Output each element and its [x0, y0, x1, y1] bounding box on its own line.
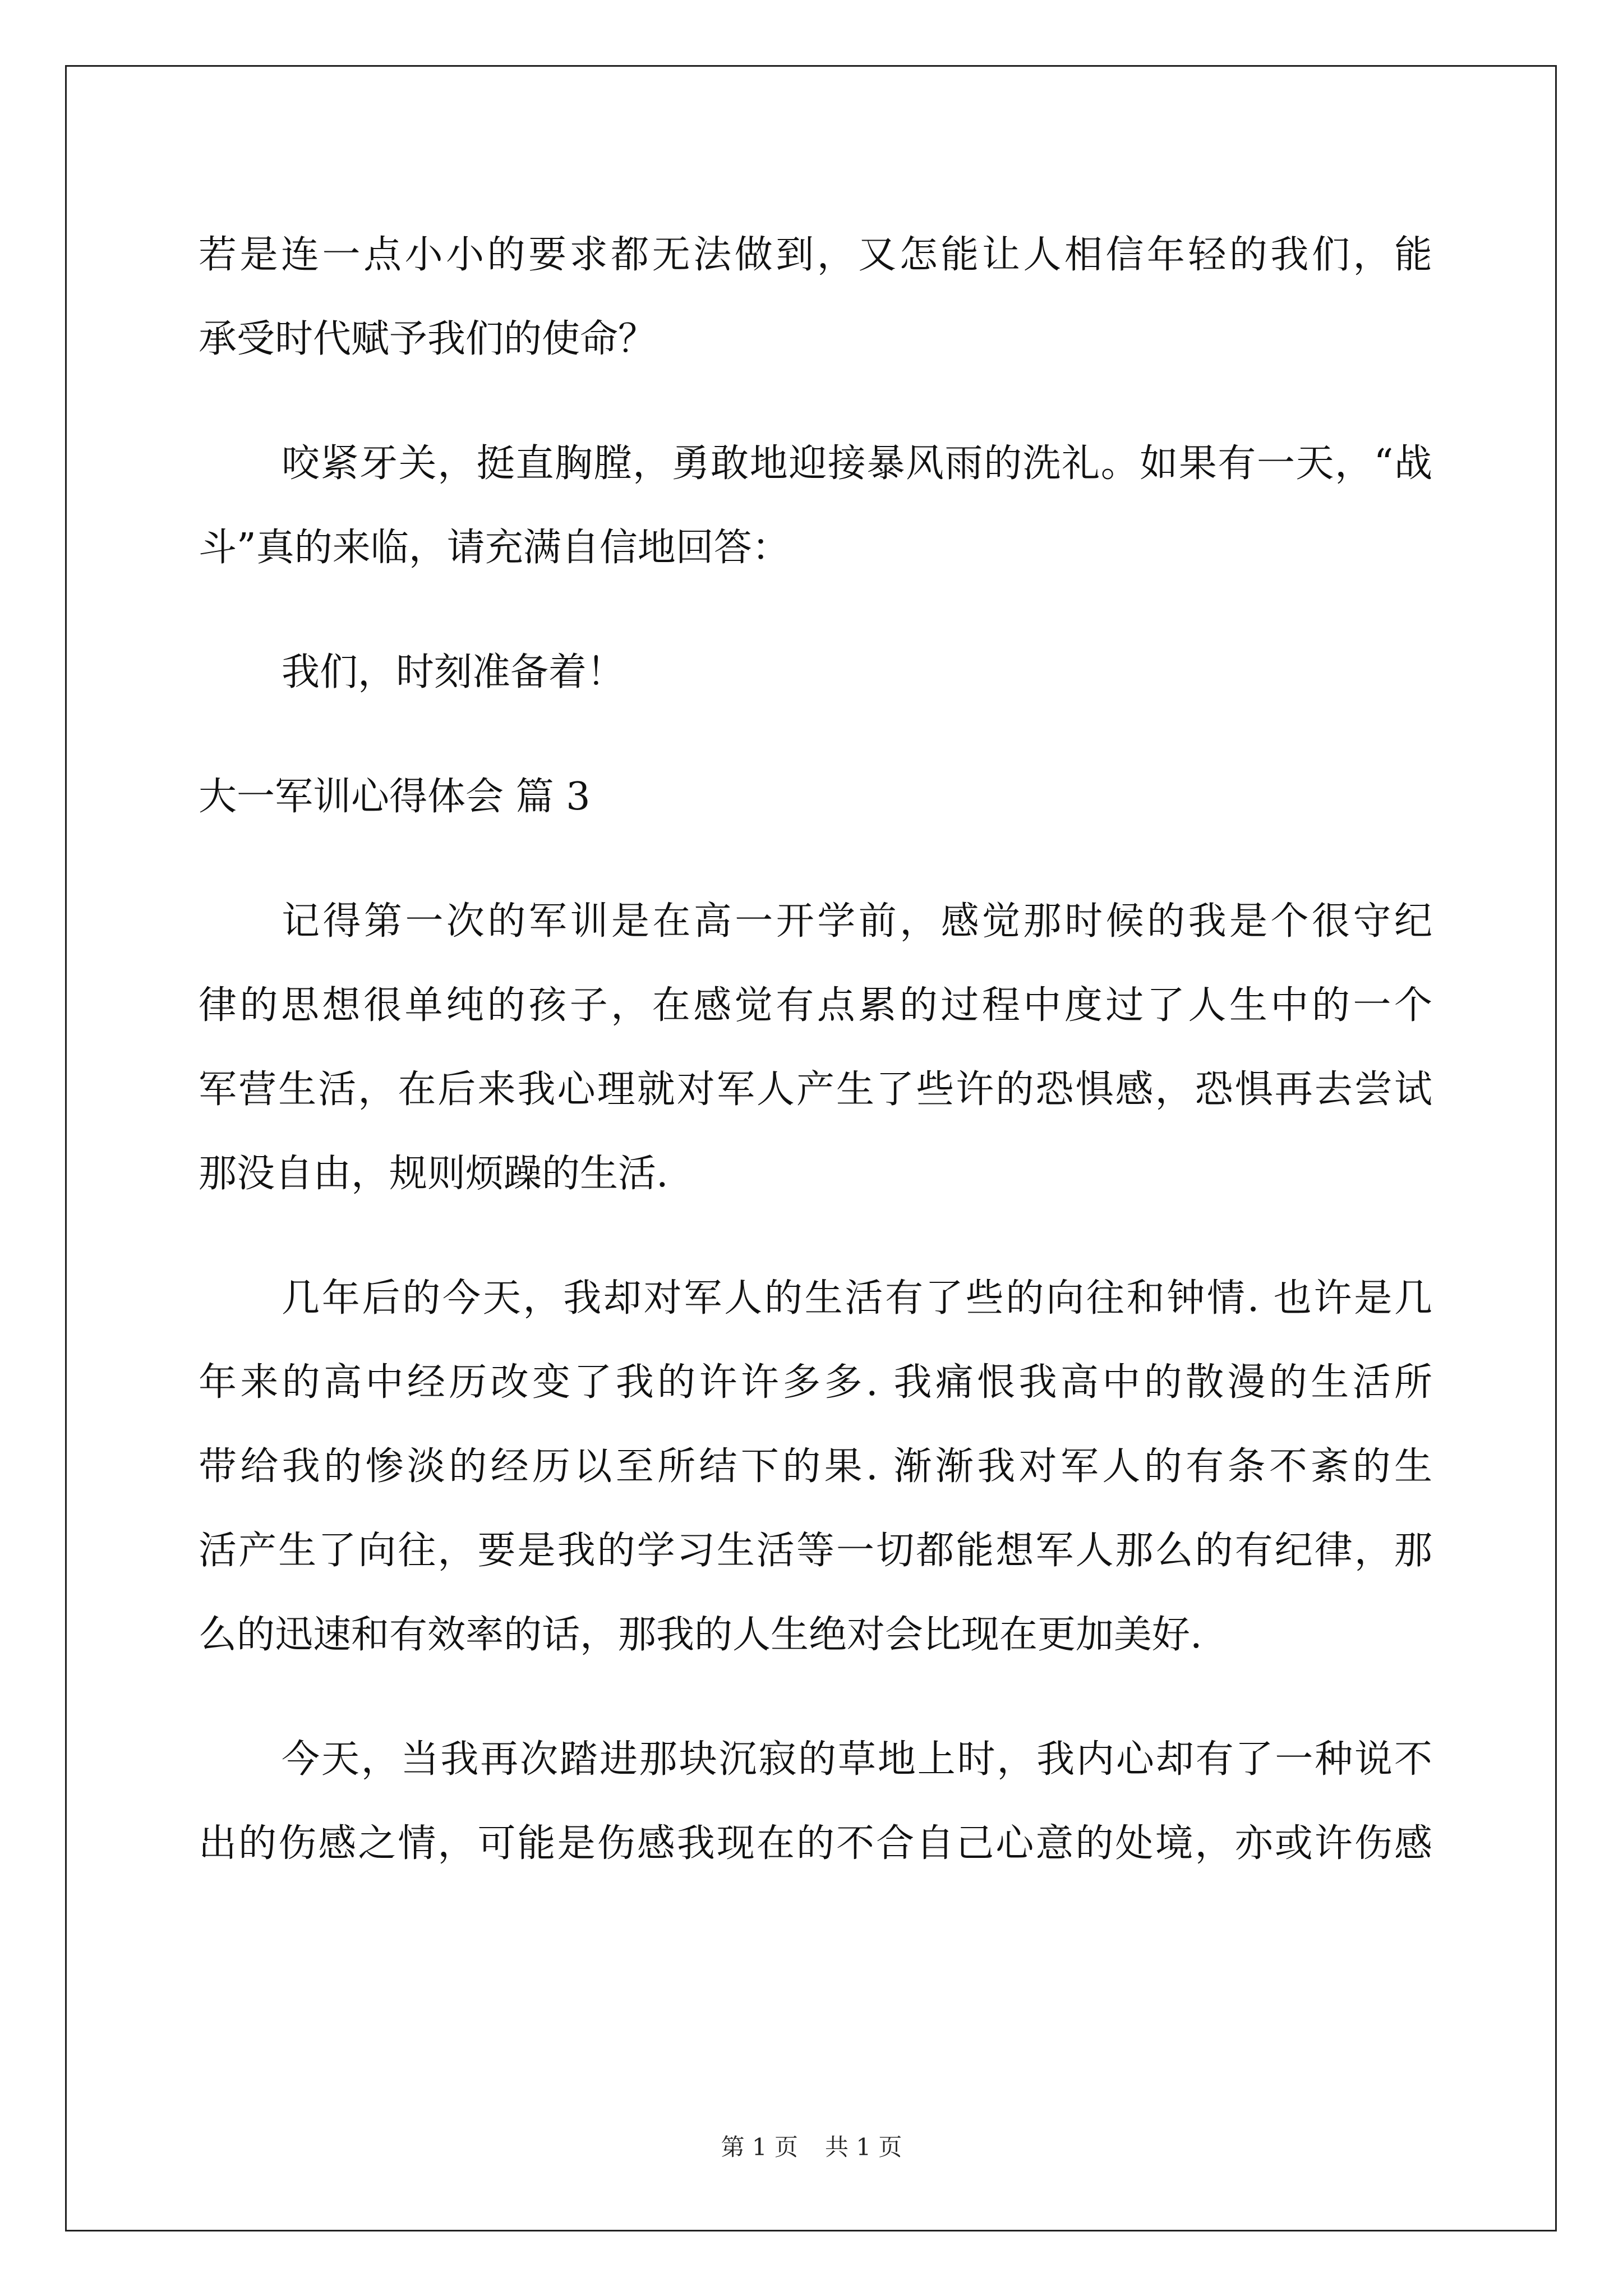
paragraph-line: 么的迅速和有效率的话，那我的人生绝对会比现在更加美好.	[199, 1613, 1202, 1657]
paragraph-line: 那没自由，规则烦躁的生活.	[199, 1152, 668, 1196]
paragraph-line: 斗”真的来临，请充满自信地回答：	[199, 526, 790, 570]
document-body	[199, 213, 1432, 1886]
paragraph-line: 军营生活，在后来我心理就对军人产生了些许的恐惧感，恐惧再去尝试	[199, 1068, 1432, 1112]
paragraph-line: 我们，时刻准备着！	[282, 650, 625, 694]
paragraph-line: 律的思想很单纯的孩子，在感觉有点累的过程中度过了人生中的一个	[199, 983, 1432, 1028]
paragraph-line: 咬紧牙关，挺直胸膛，勇敢地迎接暴风雨的洗礼。如果有一天，“战	[282, 441, 1432, 486]
section-heading: 大一军训心得体会 篇 3	[199, 775, 591, 819]
paragraph-line: 年来的高中经历改变了我的许许多多. 我痛恨我高中的散漫的生活所	[199, 1360, 1432, 1405]
paragraph-line: 今天，当我再次踏进那块沉寂的草地上时，我内心却有了一种说不	[282, 1737, 1432, 1782]
paragraph-line: 若是连一点小小的要求都无法做到，又怎能让人相信年轻的我们，能	[199, 233, 1432, 277]
paragraph-line: 几年后的今天，我却对军人的生活有了些的向往和钟情. 也许是几	[282, 1276, 1432, 1320]
page-footer	[0, 2129, 1623, 2162]
paragraph-line: 承受时代赋予我们的使命？	[199, 317, 657, 361]
paragraph-line: 记得第一次的军训是在高一开学前，感觉那时候的我是个很守纪	[282, 899, 1432, 944]
paragraph-line: 出的伤感之情，可能是伤感我现在的不合自己心意的处境，亦或许伤感	[199, 1821, 1432, 1866]
paragraph-line: 带给我的惨淡的经历以至所结下的果. 渐渐我对军人的有条不紊的生	[199, 1444, 1432, 1489]
page-total: 共 1 页	[825, 2133, 902, 2161]
page-number: 第 1 页	[721, 2133, 798, 2161]
paragraph-line: 活产生了向往，要是我的学习生活等一切都能想军人那么的有纪律，那	[199, 1529, 1432, 1573]
